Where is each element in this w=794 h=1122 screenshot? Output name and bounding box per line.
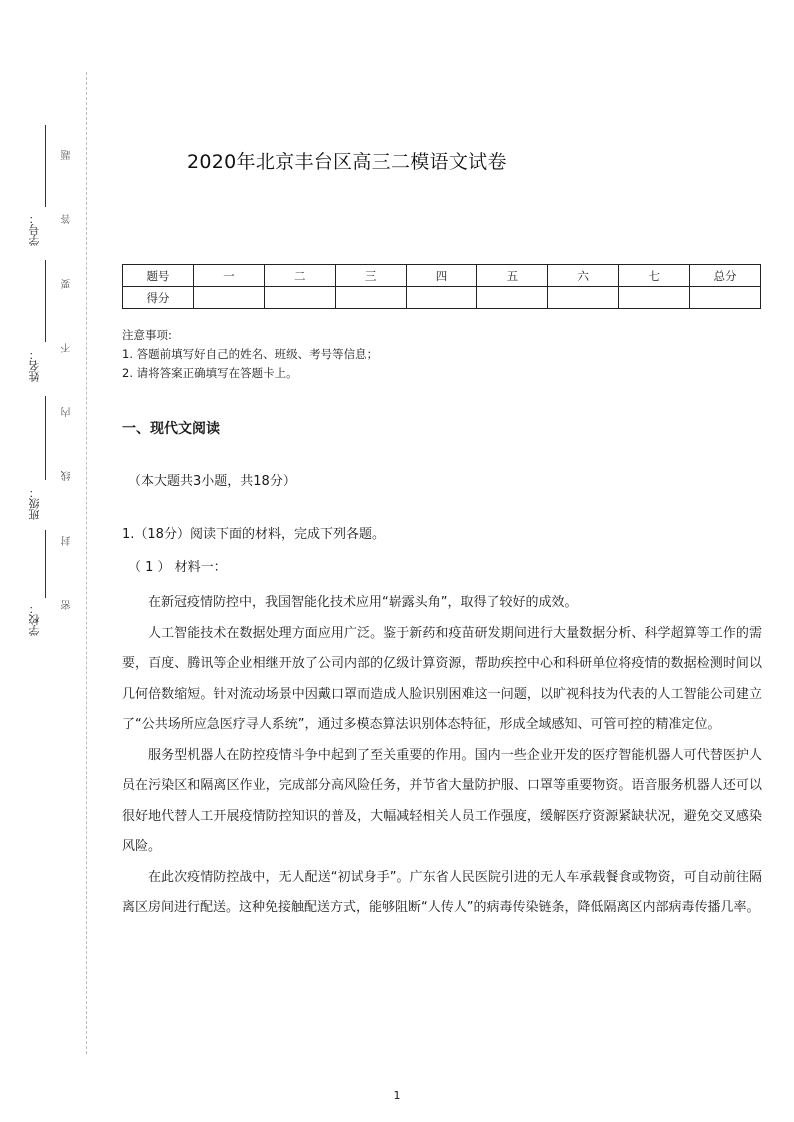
notes-item: 1. 答题前填写好自己的姓名、班级、考号等信息；	[122, 347, 379, 361]
student-id-label: 学号：	[28, 213, 41, 247]
score-table-header-cell: 六	[548, 265, 619, 287]
score-table-header-row	[123, 265, 761, 287]
page-number: 1	[393, 1089, 401, 1102]
notes-heading: 注意事项:	[122, 328, 172, 342]
score-cell	[690, 287, 761, 309]
seal-char: 题	[62, 150, 73, 161]
score-cell	[335, 287, 406, 309]
score-cell	[193, 287, 264, 309]
name-label: 姓名：	[28, 349, 41, 383]
name-line	[45, 260, 46, 342]
seal-char: 线	[62, 471, 73, 482]
exam-notes	[122, 326, 762, 383]
score-table-score-row	[123, 287, 761, 309]
score-table-header-cell: 总分	[690, 265, 761, 287]
score-table-header-cell: 七	[619, 265, 690, 287]
class-line	[45, 396, 46, 480]
seal-char: 不	[62, 342, 73, 353]
paragraph: 在新冠疫情防控中，我国智能化技术应用“崭露头角”，取得了较好的成效。	[148, 595, 578, 610]
seal-char: 密	[62, 600, 73, 610]
score-row-label: 得分	[123, 287, 194, 309]
section-title: 一、现代文阅读	[122, 421, 220, 437]
reading-material	[122, 588, 762, 924]
score-cell	[619, 287, 690, 309]
question-stem: 1.（18分）阅读下面的材料，完成下列各题。	[122, 527, 385, 542]
paragraph: 人工智能技术在数据处理方面应用广泛。鉴于新药和疫苗研发期间进行大量数据分析、科学超算等工作的需要，百度、腾讯等企业相继开放了公司内部的亿级计算资源，帮助疾控中心和科研单位将疫情的数据检测时间以几何倍数缩短。针对流动场景中因戴口罩而造成人脸识别困难这一问题，以旷视科技为代表的人工智能公司建立了“公共场所应急医疗寻人系统”，通过多模态算法识别体态特征，形成全域感知、可管可控的精准定位。	[122, 625, 762, 732]
student-id-line	[45, 125, 46, 207]
score-table-header-cell: 五	[477, 265, 548, 287]
paragraph: 服务型机器人在防控疫情斗争中起到了至关重要的作用。国内一些企业开发的医疗智能机器人可代替医护人员在污染区和隔离区作业，完成部分高风险任务，并节省大量防护服、口罩等重要物资。语音服务机器人还可以很好地代替人工开展疫情防控知识的普及，大幅减轻相关人员工作强度，缓解医疗资源紧缺状况，避免交叉感染风险。	[122, 747, 762, 854]
score-cell	[264, 287, 335, 309]
score-table-header-cell: 四	[406, 265, 477, 287]
class-label: 班级：	[28, 487, 41, 521]
notes-item: 2. 请将答案正确填写在答题卡上。	[122, 366, 298, 380]
seal-line-text	[61, 150, 75, 610]
score-table-header-cell: 三	[335, 265, 406, 287]
score-table-header-cell: 题号	[123, 265, 194, 287]
score-table-header-cell: 二	[264, 265, 335, 287]
school-label: 学校：	[28, 603, 41, 637]
school-line	[45, 530, 46, 598]
paragraph: 在此次疫情防控战中，无人配送“初试身手”。广东省人民医院引进的无人车承载餐食或物资，可自动前往隔离区房间进行配送。这种免接触配送方式，能够阻断“人传人”的病毒传染链条，降低隔离区内部病毒传播几率。	[122, 869, 762, 915]
seal-char: 要	[62, 278, 73, 289]
exam-title: 2020年北京丰台区高三二模语文试卷	[187, 151, 507, 173]
section-meta: （本大题共3小题，共18分）	[128, 474, 296, 489]
score-cell	[548, 287, 619, 309]
score-table-header-cell: 一	[193, 265, 264, 287]
score-cell	[406, 287, 477, 309]
seal-char: 内	[62, 407, 73, 418]
score-table	[122, 264, 761, 309]
seal-char: 答	[62, 214, 73, 225]
seal-char: 封	[62, 535, 73, 546]
question-sub-heading: （ 1 ） 材料一：	[128, 560, 227, 575]
score-cell	[477, 287, 548, 309]
binding-dotted-line	[86, 72, 87, 1054]
